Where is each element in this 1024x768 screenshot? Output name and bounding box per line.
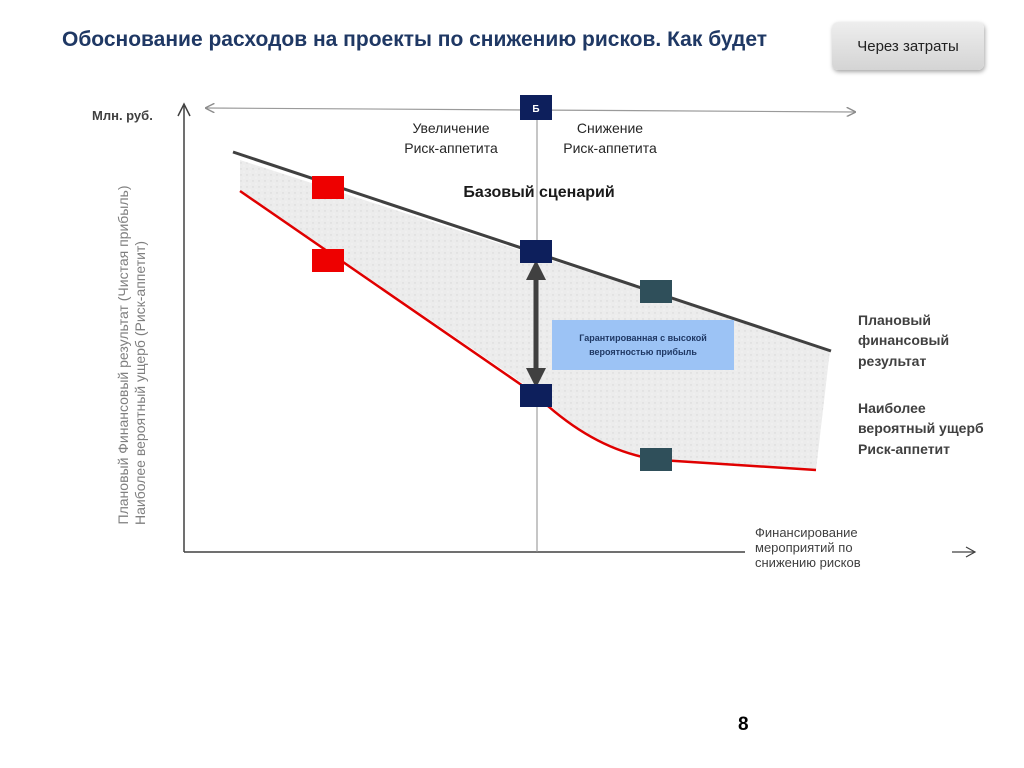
mode-badge[interactable]: Через затраты bbox=[832, 22, 984, 70]
guaranteed-profit-callout bbox=[552, 320, 734, 370]
marker-navy-bottom bbox=[520, 384, 552, 407]
marker-slate-bottom bbox=[640, 448, 672, 471]
marker-red-top bbox=[312, 176, 344, 199]
legend-planned-line2: финансовый bbox=[858, 332, 950, 348]
page-number: 8 bbox=[738, 714, 749, 735]
marker-navy-top bbox=[520, 240, 552, 263]
legend-damage-line2: вероятный ущерб bbox=[858, 420, 984, 436]
x-axis-label-line2: мероприятий по bbox=[755, 540, 853, 555]
legend-planned-line1: Плановый bbox=[858, 312, 931, 328]
callout-line2: вероятностью прибыль bbox=[589, 347, 697, 357]
zone-right-line2: Риск-аппетита bbox=[563, 140, 657, 156]
page-title: Обоснование расходов на проекты по снижению рисков. Как будет bbox=[62, 28, 768, 51]
legend-damage-line3: Риск-аппетит bbox=[858, 441, 951, 457]
zone-right-line1: Снижение bbox=[576, 120, 644, 136]
zone-left-line1: Увеличение bbox=[412, 120, 490, 136]
x-axis-label-line1: Финансирование bbox=[755, 525, 858, 540]
unit-label: Млн. руб. bbox=[92, 108, 153, 123]
callout-line1: Гарантированная с высокой bbox=[579, 333, 707, 343]
zone-left-line2: Риск-аппетита bbox=[404, 140, 498, 156]
marker-slate-top bbox=[640, 280, 672, 303]
marker-red-bottom bbox=[312, 249, 344, 272]
y-axis-label-line2: Наиболее вероятный ущерб (Риск-аппетит) bbox=[132, 240, 148, 526]
marker-b-letter: Б bbox=[532, 104, 540, 115]
x-axis-label-line3: снижению рисков bbox=[755, 555, 861, 570]
base-scenario-label: Базовый сценарий bbox=[463, 184, 615, 201]
legend-damage-line1: Наиболее bbox=[858, 400, 926, 416]
legend-planned-line3: результат bbox=[858, 353, 927, 369]
y-axis-label-line1: Плановый Финансовый результат (Чистая прибыль) bbox=[115, 185, 131, 525]
